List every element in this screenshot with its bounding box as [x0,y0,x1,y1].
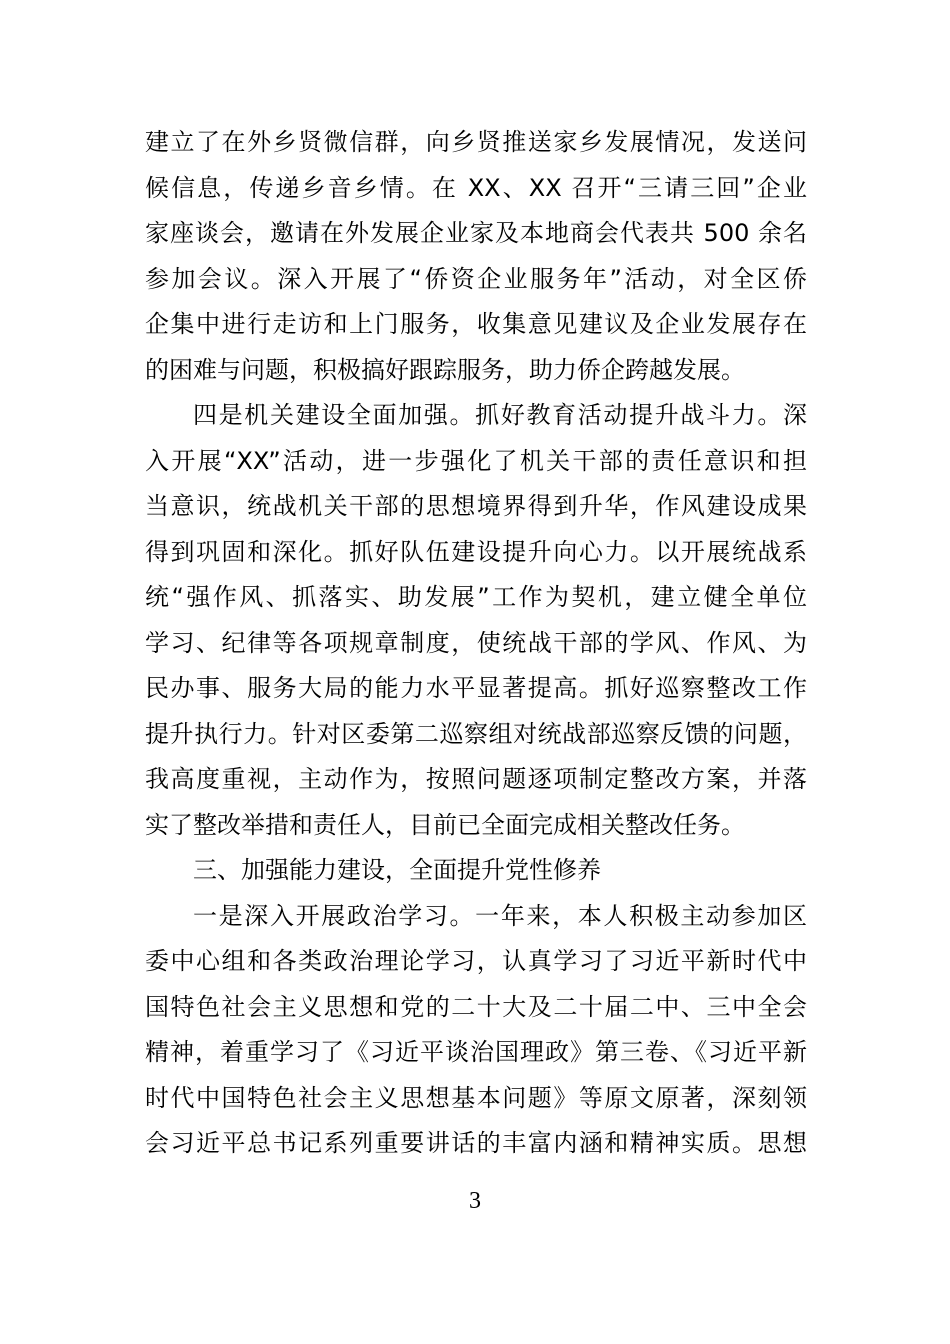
text-line: 建立了在外乡贤微信群，向乡贤推送家乡发展情况，发送问 [145,128,807,156]
text-line: 得到巩固和深化。抓好队伍建设提升向心力。以开展统战系 [145,537,807,566]
text-line: 企集中进行走访和上门服务，收集意见建议及企业发展存在 [145,310,807,338]
text-line: 时代中国特色社会主义思想基本问题》等原文原著，深刻领 [145,1083,807,1112]
text-line: 我高度重视，主动作为，按照问题逐项制定整改方案，并落 [145,765,807,793]
text-line: 入开展“XX”活动，进一步强化了机关干部的责任意识和担 [145,446,807,475]
text-line: 当意识，统战机关干部的思想境界得到升华，作风建设成果 [145,492,807,520]
text-line: 精神，着重学习了《习近平谈治国理政》第三卷、《习近平新 [145,1038,807,1066]
body-text [145,120,807,1167]
text-line: 参加会议。深入开展了“侨资企业服务年”活动，对全区侨 [145,264,807,293]
text-line: 学习、纪律等各项规章制度，使统战干部的学风、作风、为 [145,628,807,657]
text-line: 家座谈会，邀请在外发展企业家及本地商会代表共 500 余名 [145,219,807,247]
text-line: 委中心组和各类政治理论学习，认真学习了习近平新时代中 [145,947,807,975]
text-line: 四是机关建设全面加强。抓好教育活动提升战斗力。深 [193,401,807,429]
text-line: 一是深入开展政治学习。一年来，本人积极主动参加区 [193,901,807,930]
text-line: 民办事、服务大局的能力水平显著提高。抓好巡察整改工作 [145,674,807,702]
text-line: 候信息，传递乡音乡情。在 XX、XX 召开“三请三回”企业 [145,173,807,202]
text-line: 统“强作风、抓落实、助发展”工作为契机，建立健全单位 [145,583,807,611]
text-line: 的困难与问题，积极搞好跟踪服务，助力侨企跨越发展。 [145,355,745,384]
text-line: 三、加强能力建设，全面提升党性修养 [193,856,601,884]
text-line: 实了整改举措和责任人，目前已全面完成相关整改任务。 [145,810,745,839]
text-line: 国特色社会主义思想和党的二十大及二十届二中、三中全会 [145,992,807,1021]
text-line: 会习近平总书记系列重要讲话的丰富内涵和精神实质。思想 [145,1129,807,1157]
page-number: 3 [469,1188,481,1214]
text-line: 提升执行力。针对区委第二巡察组对统战部巡察反馈的问题， [145,719,807,748]
